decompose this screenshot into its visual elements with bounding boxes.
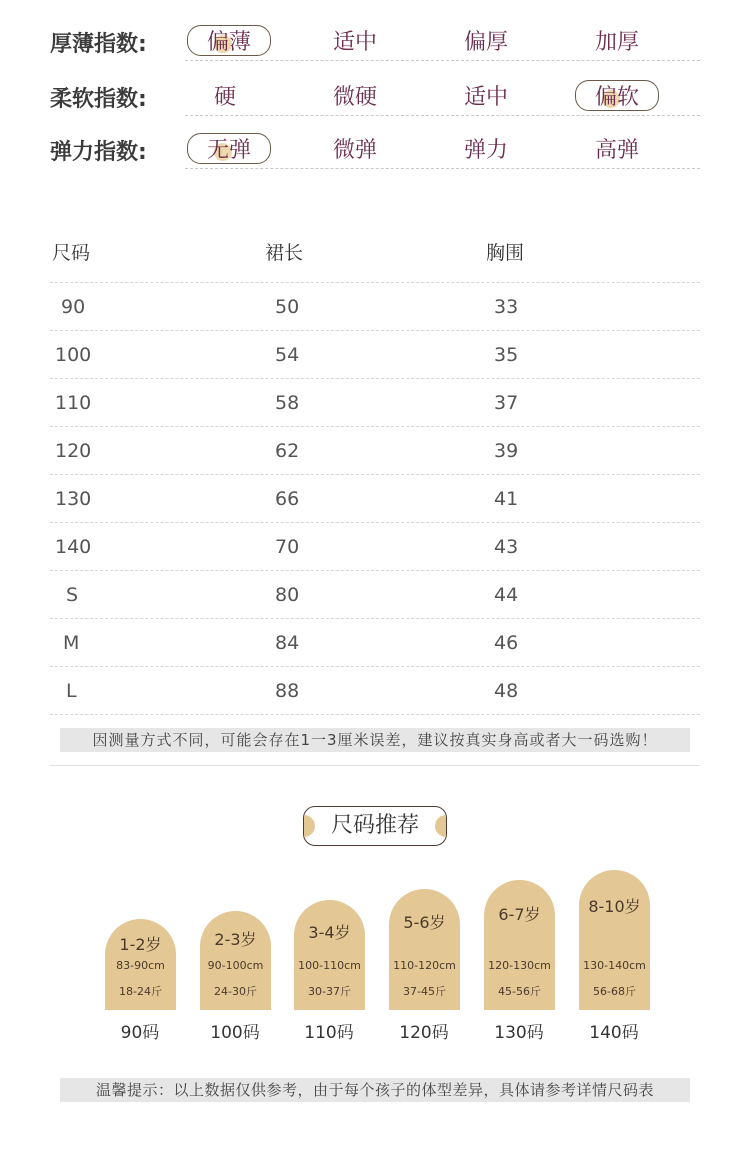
arch-height: 130-140cm [583, 959, 646, 972]
warm-tip: 温馨提示：以上数据仅供参考，由于每个孩子的体型差异，具体请参考详情尺码表 [60, 1078, 690, 1102]
header-chest: 胸围 [486, 242, 525, 264]
cell-size: M [63, 632, 80, 654]
arch-size-label: 110码 [304, 1023, 354, 1043]
arch-age: 3-4岁 [308, 923, 351, 942]
cell-length: 88 [275, 680, 300, 702]
arch-weight: 56-68斤 [593, 985, 636, 998]
index-option: 微硬 [332, 85, 377, 110]
table-row [50, 474, 700, 523]
index-option: 硬 [213, 85, 236, 110]
cell-length: 84 [275, 632, 300, 654]
cell-chest: 35 [494, 344, 519, 366]
index-option: 弹力 [463, 138, 508, 163]
thickness-index-row [50, 21, 700, 61]
cell-chest: 43 [494, 536, 519, 558]
cell-chest: 46 [494, 632, 519, 654]
cell-chest: 44 [494, 584, 519, 606]
index-option: 无弹 [184, 133, 274, 164]
table-row [50, 618, 700, 667]
arch-age: 1-2岁 [119, 935, 162, 954]
cell-size: 90 [61, 296, 86, 318]
cell-size: L [66, 680, 77, 702]
size-arch-130 [484, 880, 555, 1010]
table-row [50, 282, 700, 331]
cell-size: S [66, 584, 79, 606]
size-arch-110 [294, 900, 365, 1010]
recommend-title: 尺码推荐 [330, 813, 419, 838]
arch-weight: 24-30斤 [214, 985, 257, 998]
divider [185, 115, 700, 116]
softness-index-row [50, 76, 700, 116]
arch-size-label: 100码 [210, 1023, 260, 1043]
arch-height: 120-130cm [488, 959, 551, 972]
cell-length: 62 [275, 440, 300, 462]
cell-chest: 33 [494, 296, 519, 318]
size-arch-100 [200, 911, 271, 1010]
cell-chest: 41 [494, 488, 519, 510]
arch-size-label: 120码 [399, 1023, 449, 1043]
cell-length: 66 [275, 488, 300, 510]
cell-length: 54 [275, 344, 300, 366]
arch-age: 5-6岁 [403, 913, 446, 932]
arch-height: 100-110cm [298, 959, 361, 972]
arch-weight: 18-24斤 [119, 985, 162, 998]
section-divider [50, 765, 700, 766]
arch-height: 83-90cm [116, 959, 165, 972]
cell-size: 140 [55, 536, 92, 558]
cell-length: 70 [275, 536, 300, 558]
cell-length: 58 [275, 392, 300, 414]
size-arch-90 [105, 919, 176, 1010]
arch-weight: 45-56斤 [498, 985, 541, 998]
index-option: 偏厚 [463, 30, 508, 55]
table-bottom-border [50, 714, 700, 715]
arch-size-label: 140码 [589, 1023, 639, 1043]
index-option: 高弹 [594, 138, 639, 163]
elasticity-index-row [50, 129, 700, 169]
index-option: 适中 [463, 85, 508, 110]
size-table-header [52, 238, 702, 266]
cell-size: 130 [55, 488, 92, 510]
cell-chest: 37 [494, 392, 519, 414]
arch-age: 6-7岁 [498, 905, 541, 924]
cell-length: 80 [275, 584, 300, 606]
cell-size: 120 [55, 440, 92, 462]
size-arch-140 [579, 870, 650, 1010]
size-arch-120 [389, 889, 460, 1010]
index-label: 弹力指数: [50, 140, 147, 165]
cell-size: 100 [55, 344, 92, 366]
arch-weight: 37-45斤 [403, 985, 446, 998]
index-label: 柔软指数: [50, 87, 147, 112]
arch-weight: 30-37斤 [308, 985, 351, 998]
table-row [50, 330, 700, 379]
index-option: 适中 [332, 30, 377, 55]
divider [185, 60, 700, 61]
table-row [50, 378, 700, 427]
index-label: 厚薄指数: [50, 32, 147, 57]
cell-size: 110 [55, 392, 92, 414]
table-row [50, 426, 700, 475]
arch-age: 8-10岁 [588, 897, 641, 916]
index-option: 偏薄 [184, 25, 274, 56]
cell-chest: 39 [494, 440, 519, 462]
arch-age: 2-3岁 [214, 930, 257, 949]
cell-length: 50 [275, 296, 300, 318]
header-length: 裙长 [265, 242, 304, 264]
index-option: 微弹 [332, 138, 377, 163]
index-option: 加厚 [594, 30, 639, 55]
arch-size-label: 130码 [494, 1023, 544, 1043]
cell-chest: 48 [494, 680, 519, 702]
index-option: 偏软 [572, 80, 662, 111]
table-row [50, 522, 700, 571]
table-row [50, 570, 700, 619]
arch-height: 90-100cm [207, 959, 264, 972]
arch-size-label: 90码 [120, 1023, 160, 1043]
table-row [50, 666, 700, 715]
arch-height: 110-120cm [393, 959, 456, 972]
recommend-title-badge [303, 806, 447, 846]
header-size: 尺码 [52, 242, 91, 264]
divider [185, 168, 700, 169]
measurement-note: 因测量方式不同，可能会存在1一3厘米误差，建议按真实身高或者大一码选购！ [60, 728, 690, 752]
